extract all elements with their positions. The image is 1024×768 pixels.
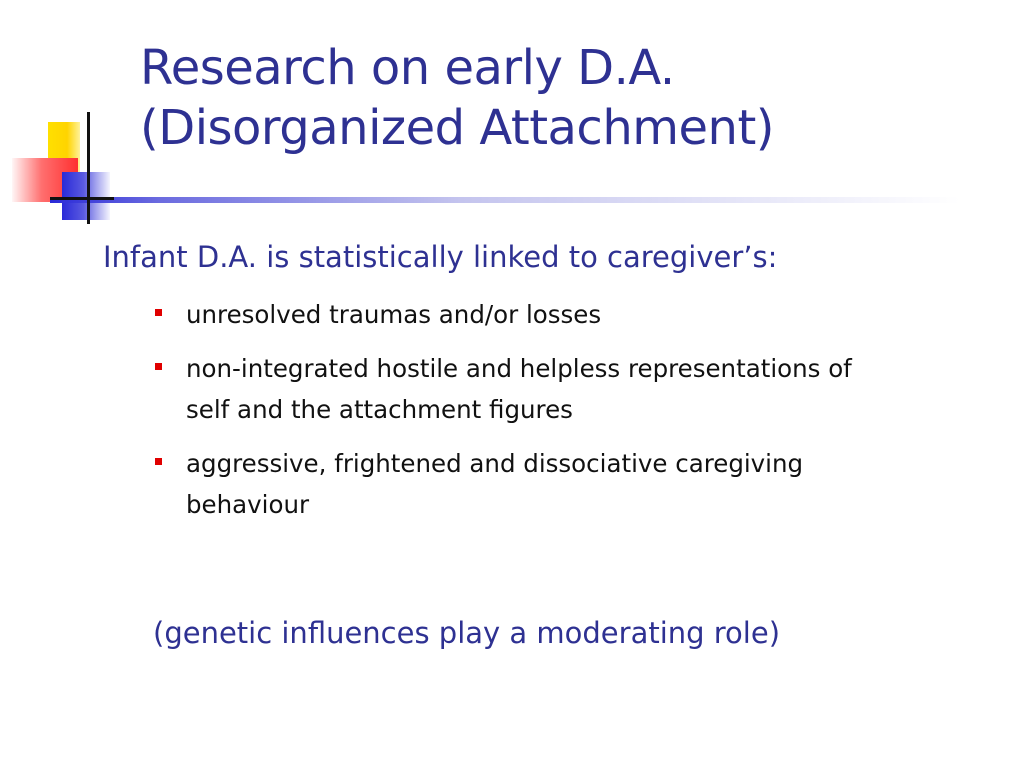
bullet-item (155, 294, 875, 335)
slide-title-line-1: Research on early D.A. (140, 40, 675, 96)
bullet-item (155, 443, 875, 525)
square-bullet-icon (155, 309, 162, 316)
lead-statement: Infant D.A. is statistically linked to caregiver’s: (103, 240, 778, 274)
title-underline-decoration (50, 197, 960, 203)
bullet-text: unresolved traumas and/or losses (186, 300, 602, 329)
bullet-item (155, 348, 875, 430)
bullet-list (155, 294, 875, 538)
slide-title (140, 38, 1000, 158)
bullet-text: aggressive, frightened and dissociative caregiving behaviour (186, 449, 804, 519)
crosshair-horizontal-line (50, 197, 114, 200)
crosshair-vertical-line (87, 112, 90, 224)
square-bullet-icon (155, 363, 162, 370)
square-bullet-icon (155, 458, 162, 465)
slide-title-line-2: (Disorganized Attachment) (140, 100, 774, 156)
closing-note: (genetic influences play a moderating role) (153, 616, 781, 650)
blue-square-decoration (62, 172, 110, 220)
bullet-text: non-integrated hostile and helpless representations of self and the attachment figures (186, 354, 852, 424)
